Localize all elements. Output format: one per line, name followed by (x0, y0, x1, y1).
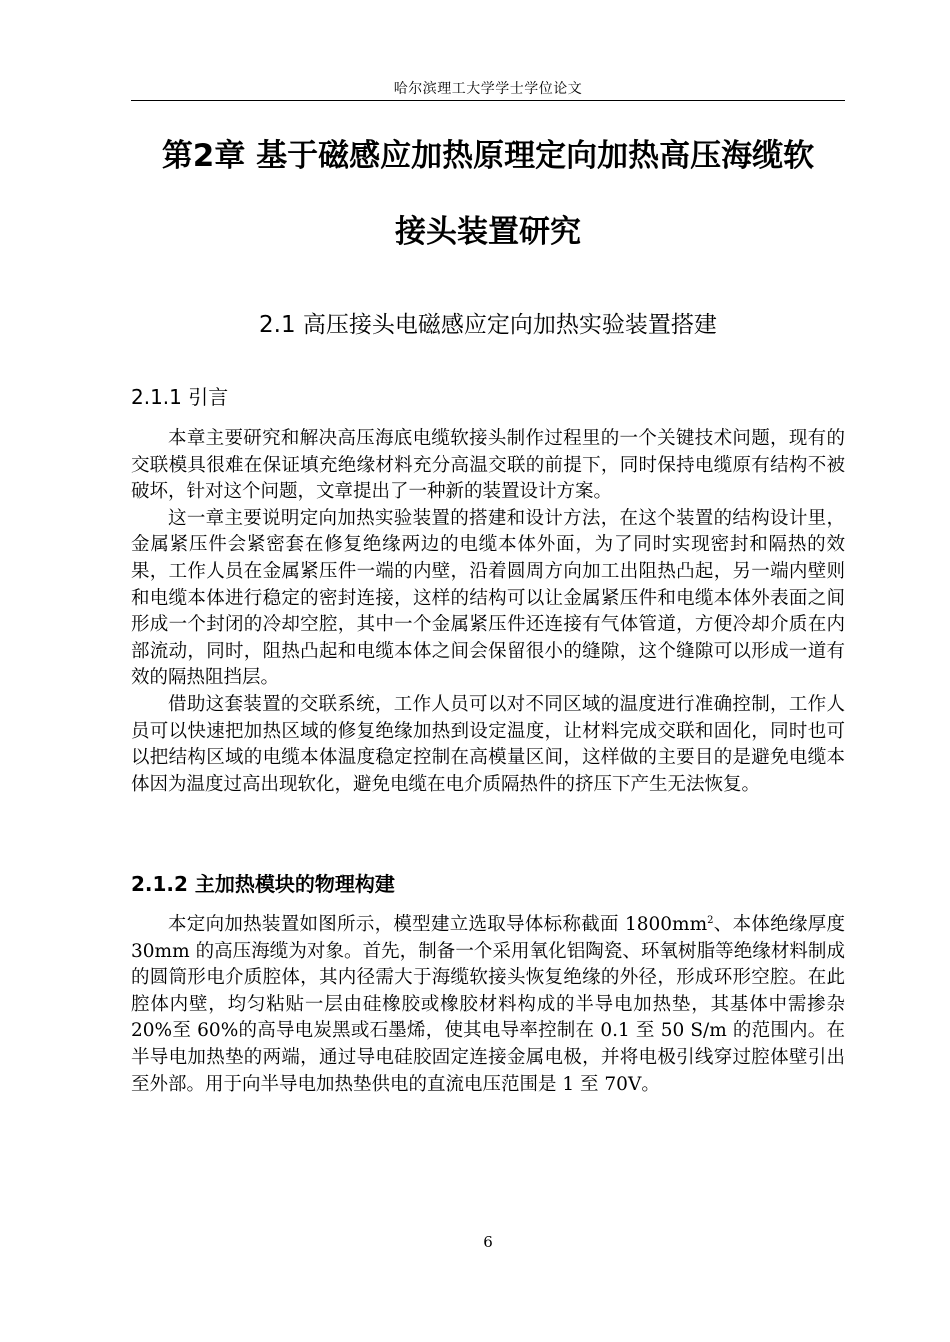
heating-module-body (131, 912, 845, 1098)
superscript: 2 (707, 914, 714, 926)
page-number: 6 (483, 1233, 493, 1251)
section-title: 2.1 高压接头电磁感应定向加热实验装置搭建 (259, 312, 717, 338)
intro-body (131, 426, 845, 798)
subsection-title-heating-module: 2.1.2 主加热模块的物理构建 (131, 872, 395, 896)
header-rule (131, 100, 845, 101)
chapter-title-line1: 第2章 基于磁感应加热原理定向加热高压海缆软 (161, 138, 815, 174)
paragraph-text-part2: 、本体绝缘厚度 30mm 的高压海缆为对象。首先，制备一个采用氧化铝陶瓷、环氧树脂等绝缘材料制成的圆筒形电介质腔体，其内径需大于海缆软接头恢复绝缘的外径，形成环形空腔。在此腔体内壁，均匀粘贴一层由硅橡胶或橡胶材料构成的半导电加热垫，其基体中需掺杂 20%至 60%的高导电炭黑或石墨烯，使其电导率控制在 0.1 至 50 S/m 的范围内。在半导电加热垫的两端，通过导电硅胶固定连接金属电极，并将电极引线穿过腔体壁引出至外部。用于向半导电加热垫供电的直流电压范围是 1 至 70V。 (131, 914, 845, 1095)
running-header: 哈尔滨理工大学学士学位论文 (393, 81, 583, 97)
paragraph: 这一章主要说明定向加热实验装置的搭建和设计方法，在这个装置的结构设计里，金属紧压件会紧密套在修复绝缘两边的电缆本体外面，为了同时实现密封和隔热的效果，工作人员在金属紧压件一端的内壁，沿着圆周方向加工出阻热凸起，另一端内壁则和电缆本体进行稳定的密封连接，这样的结构可以让金属紧压件和电缆本体外表面之间形成一个封闭的冷却空腔，其中一个金属紧压件还连接有气体管道，方便冷却介质在内部流动，同时，阻热凸起和电缆本体之间会保留很小的缝隙，这个缝隙可以形成一道有效的隔热阻挡层。 (131, 507, 845, 689)
chapter-title-line2: 接头装置研究 (395, 214, 581, 250)
paragraph: 本章主要研究和解决高压海底电缆软接头制作过程里的一个关键技术问题，现有的交联模具很难在保证填充绝缘材料充分高温交联的前提下，同时保持电缆原有结构不被破坏，针对这个问题，文章提出了一种新的装置设计方案。 (131, 428, 845, 503)
paragraph (131, 912, 845, 1098)
paragraph-text-part1: 本定向加热装置如图所示，模型建立选取导体标称截面 1800mm (168, 914, 708, 935)
subsection-title-intro: 2.1.1 引言 (131, 385, 229, 409)
paragraph: 借助这套装置的交联系统，工作人员可以对不同区域的温度进行准确控制，工作人员可以快速把加热区域的修复绝缘加热到设定温度，让材料完成交联和固化，同时也可以把结构区域的电缆本体温度稳定控制在高模量区间，这样做的主要目的是避免电缆本体因为温度过高出现软化，避免电缆在电介质隔热件的挤压下产生无法恢复。 (131, 693, 845, 795)
